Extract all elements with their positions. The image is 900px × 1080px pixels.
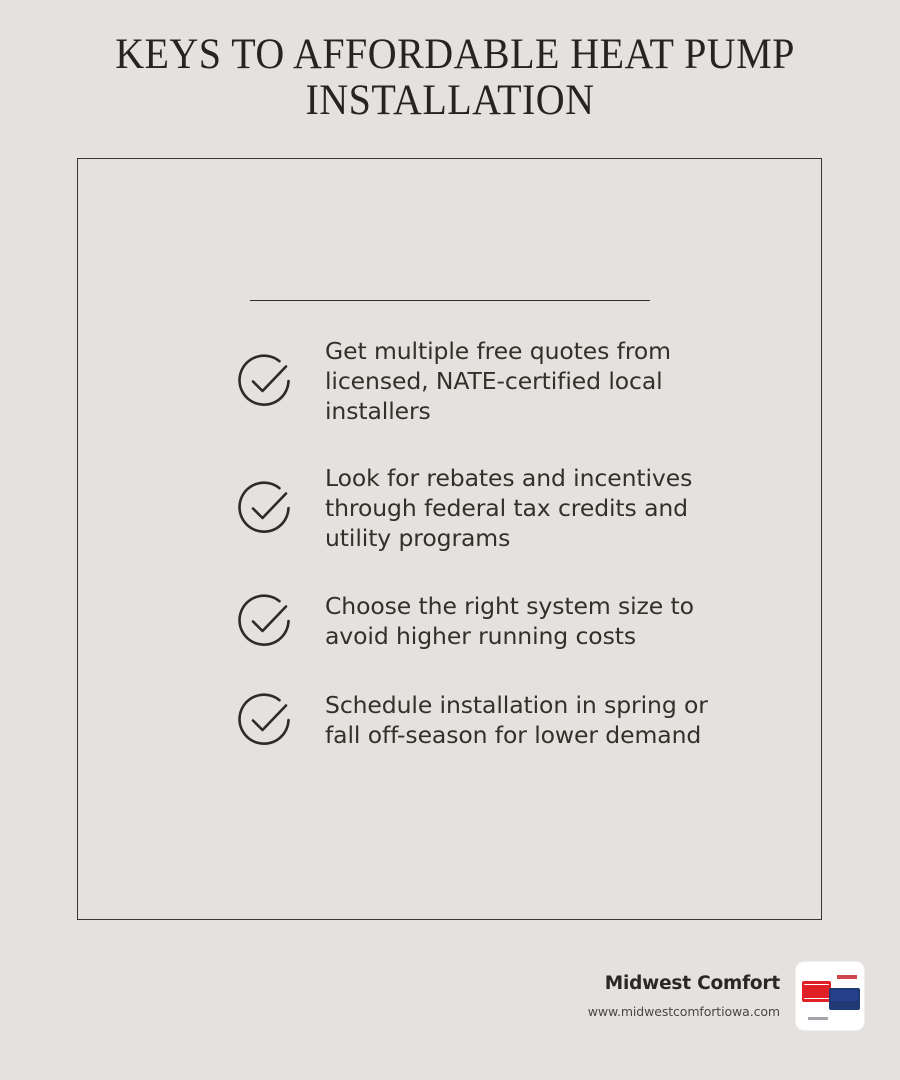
list-item-icon-cell — [210, 350, 325, 412]
list-item-text: Schedule installation in spring or fall off-season for lower demand — [325, 691, 708, 749]
list-item — [0, 463, 900, 553]
list-item-icon-cell — [210, 689, 325, 751]
list-item-text: Get multiple free quotes from licensed, NATE-certified local installers — [325, 337, 671, 425]
page-title-line-1: KEYS TO AFFORDABLE HEAT PUMP — [115, 31, 795, 78]
check-circle-icon — [235, 590, 297, 652]
divider-rule — [250, 300, 650, 301]
logo-comfort-wordmark — [831, 990, 858, 1001]
brand-name: Midwest Comfort — [604, 973, 780, 994]
list-item — [0, 336, 900, 426]
page-title-line-2: INSTALLATION — [305, 77, 595, 124]
check-circle-icon — [235, 477, 297, 539]
footer-text-block — [588, 973, 780, 1019]
logo-bottom-tagline — [808, 1017, 828, 1020]
list-item — [0, 689, 900, 751]
logo-midwest-wordmark — [802, 985, 831, 998]
page-title — [90, 32, 810, 124]
list-item-icon-cell — [210, 477, 325, 539]
check-circle-icon — [235, 689, 297, 751]
list-item-icon-cell — [210, 590, 325, 652]
footer-branding — [588, 962, 864, 1030]
brand-website[interactable]: www.midwestcomfortiowa.com — [587, 1004, 780, 1019]
list-item-text: Look for rebates and incentives through federal tax credits and utility programs — [325, 464, 693, 552]
tips-list — [0, 336, 900, 751]
list-item-text: Choose the right system size to avoid higher running costs — [325, 592, 694, 650]
check-circle-icon — [235, 350, 297, 412]
logo-top-tagline — [837, 975, 857, 979]
list-item — [0, 590, 900, 652]
midwest-comfort-logo — [796, 962, 864, 1030]
